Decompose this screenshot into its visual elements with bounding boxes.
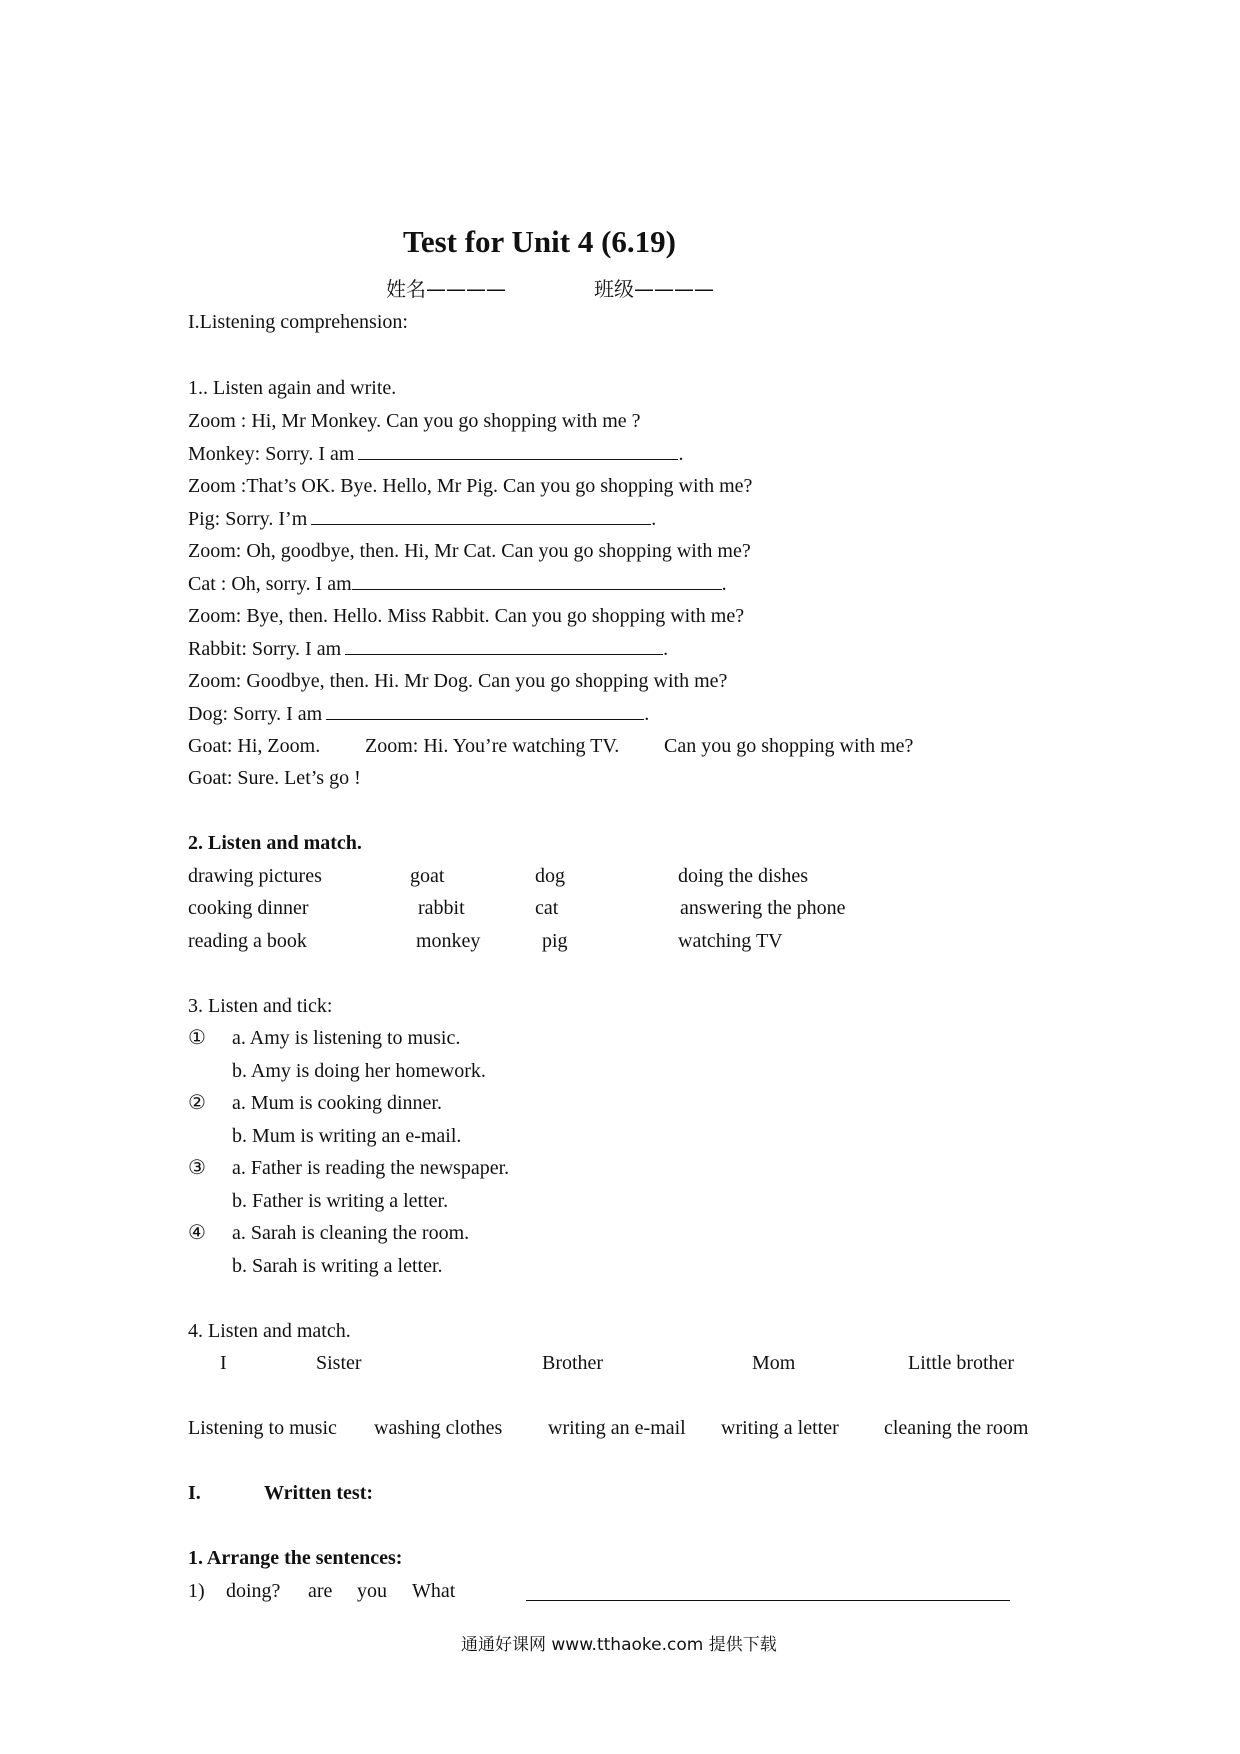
section-listening-heading: I.Listening comprehension: bbox=[188, 311, 408, 333]
match-cell: drawing pictures bbox=[188, 865, 322, 887]
answer-blank[interactable] bbox=[358, 441, 678, 460]
dialogue-line: Cat : Oh, sorry. I am . bbox=[188, 573, 727, 595]
dialogue-line-goat-c: Can you go shopping with me? bbox=[664, 735, 914, 757]
tick-option[interactable]: b. Mum is writing an e-mail. bbox=[232, 1125, 462, 1147]
match-cell: cooking dinner bbox=[188, 897, 309, 919]
answer-blank[interactable] bbox=[352, 571, 722, 590]
dialogue-line-goat-b: Zoom: Hi. You’re watching TV. bbox=[365, 735, 620, 757]
word-chip: are bbox=[308, 1580, 333, 1602]
person-label: I bbox=[220, 1352, 227, 1374]
tick-option[interactable]: a. Amy is listening to music. bbox=[232, 1027, 461, 1049]
dialogue-line: Goat: Sure. Let’s go ! bbox=[188, 767, 361, 789]
dialogue-line: Zoom :That’s OK. Bye. Hello, Mr Pig. Can you go shopping with me? bbox=[188, 475, 753, 497]
person-label: Mom bbox=[752, 1352, 796, 1374]
part4-heading: 4. Listen and match. bbox=[188, 1320, 351, 1342]
part1-heading: 1.. Listen again and write. bbox=[188, 377, 397, 399]
item-number: ② bbox=[188, 1092, 206, 1114]
tick-option[interactable]: b. Sarah is writing a letter. bbox=[232, 1255, 443, 1277]
activity-label: washing clothes bbox=[374, 1417, 503, 1439]
answer-blank[interactable] bbox=[311, 506, 651, 525]
activity-label: cleaning the room bbox=[884, 1417, 1029, 1439]
dialogue-line: Zoom: Goodbye, then. Hi. Mr Dog. Can you go shopping with me? bbox=[188, 670, 728, 692]
person-label: Little brother bbox=[908, 1352, 1015, 1374]
person-label: Brother bbox=[542, 1352, 604, 1374]
dialogue-line: Zoom : Hi, Mr Monkey. Can you go shopping with me ? bbox=[188, 410, 641, 432]
answer-line[interactable] bbox=[526, 1600, 1010, 1601]
dialogue-line: Zoom: Bye, then. Hello. Miss Rabbit. Can you go shopping with me? bbox=[188, 605, 745, 627]
item-number: ③ bbox=[188, 1157, 206, 1179]
item-number: ④ bbox=[188, 1222, 206, 1244]
match-cell: rabbit bbox=[418, 897, 465, 919]
part3-heading: 3. Listen and tick: bbox=[188, 995, 333, 1017]
class-label: 班级———— bbox=[594, 277, 714, 301]
tick-option[interactable]: b. Amy is doing her homework. bbox=[232, 1060, 486, 1082]
dialogue-line: Pig: Sorry. I’m . bbox=[188, 508, 657, 530]
dialogue-line-goat-a: Goat: Hi, Zoom. bbox=[188, 735, 321, 757]
dialogue-line: Dog: Sorry. I am . bbox=[188, 703, 650, 725]
match-cell: answering the phone bbox=[680, 897, 846, 919]
dialogue-line: Rabbit: Sorry. I am . bbox=[188, 638, 669, 660]
match-cell: reading a book bbox=[188, 930, 307, 952]
word-chip: doing? bbox=[226, 1580, 281, 1602]
tick-option[interactable]: a. Mum is cooking dinner. bbox=[232, 1092, 442, 1114]
dialogue-line: Zoom: Oh, goodbye, then. Hi, Mr Cat. Can you go shopping with me? bbox=[188, 540, 751, 562]
tick-option[interactable]: a. Father is reading the newspaper. bbox=[232, 1157, 510, 1179]
person-label: Sister bbox=[316, 1352, 362, 1374]
activity-label: writing an e-mail bbox=[548, 1417, 686, 1439]
activity-label: writing a letter bbox=[721, 1417, 839, 1439]
activity-label: Listening to music bbox=[188, 1417, 337, 1439]
answer-blank[interactable] bbox=[345, 636, 663, 655]
tick-option[interactable]: a. Sarah is cleaning the room. bbox=[232, 1222, 470, 1244]
match-cell: dog bbox=[535, 865, 565, 887]
section-written-numeral: I. bbox=[188, 1482, 201, 1504]
dialogue-line: Monkey: Sorry. I am . bbox=[188, 443, 684, 465]
match-cell: watching TV bbox=[678, 930, 783, 952]
match-cell: goat bbox=[410, 865, 445, 887]
item-number: ① bbox=[188, 1027, 206, 1049]
name-label: 姓名———— bbox=[386, 277, 506, 301]
word-chip: you bbox=[357, 1580, 387, 1602]
match-cell: monkey bbox=[416, 930, 481, 952]
word-chip: What bbox=[412, 1580, 456, 1602]
answer-blank[interactable] bbox=[326, 701, 644, 720]
item-number: 1) bbox=[188, 1580, 205, 1602]
footer-source: 通通好课网 www.tthaoke.com 提供下载 bbox=[461, 1635, 777, 1655]
match-cell: doing the dishes bbox=[678, 865, 808, 887]
match-cell: pig bbox=[542, 930, 568, 952]
part2-heading: 2. Listen and match. bbox=[188, 832, 362, 854]
arrange-heading: 1. Arrange the sentences: bbox=[188, 1547, 403, 1569]
page-title: Test for Unit 4 (6.19) bbox=[403, 224, 676, 259]
section-written-heading: Written test: bbox=[264, 1482, 374, 1504]
tick-option[interactable]: b. Father is writing a letter. bbox=[232, 1190, 449, 1212]
match-cell: cat bbox=[535, 897, 559, 919]
